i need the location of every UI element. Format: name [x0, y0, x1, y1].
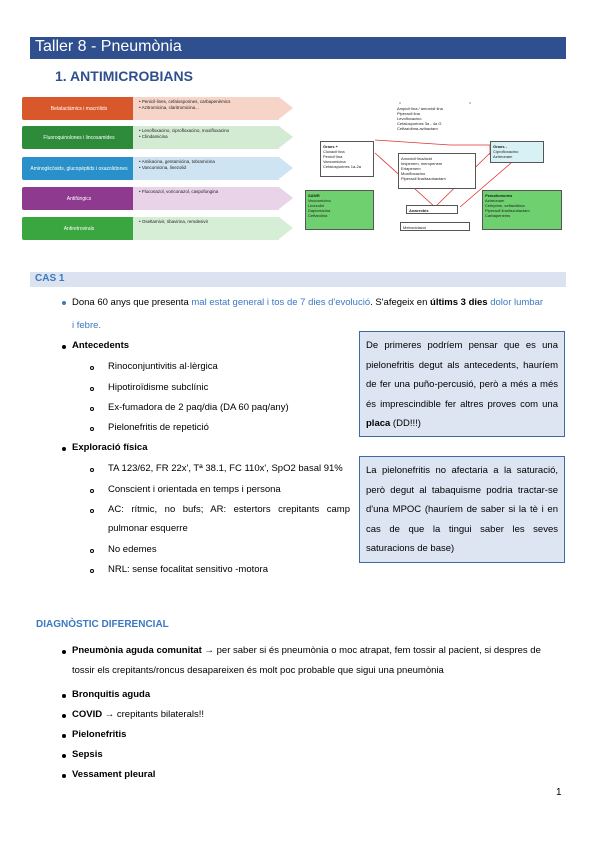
bullet-icon — [62, 694, 66, 698]
bullet-icon — [62, 734, 66, 738]
box-gram-negative: Grans - Ciprofloxacino Aztreonam — [490, 141, 544, 163]
page-title: Taller 8 - Pneumònia — [35, 38, 182, 55]
arrow-item: Amikacina, gentamicina, tobramicina — [141, 159, 215, 164]
list-item: Hipotiroïdisme subclínic — [108, 382, 209, 393]
bullet-icon — [90, 569, 94, 573]
section-title: 1. ANTIMICROBIANS — [55, 68, 193, 84]
box-broad-spectrum: Ampicil·lina / amoxicil·lina Piperacil·lina Levofloxacino Cefalosporines 3a - 4a G Ceftazidima-avibactam — [395, 104, 475, 140]
bullet-icon — [90, 387, 94, 391]
case-intro: Dona 60 anys que presenta mal estat general i tos de 7 dies d'evolució. S'afegeix en últims 3 dies dolor lumbar — [72, 297, 544, 308]
bullet-icon — [90, 549, 94, 553]
list-item-cont: pulmonar esquerre — [108, 523, 188, 534]
list-item: Bronquitis aguda — [72, 689, 151, 700]
list-item: TA 123/62, FR 22x', Tª 38.1, FC 110x', SpO2 basal 91% — [108, 463, 343, 474]
bullet-icon — [90, 407, 94, 411]
category-aminoglycosides: Aminoglicòsids, glucopèptids i oxazolidones — [22, 157, 136, 180]
page-number: 1 — [556, 787, 562, 798]
arrow-item: Azitromicina, claritromicina... — [141, 105, 199, 110]
list-item: AC: rítmic, no bufs; AR: estertors crepitants camp — [108, 504, 350, 515]
case-heading-bar — [30, 272, 566, 287]
arrow-item: Fluconazol, voriconazol, caspofungina — [141, 189, 219, 194]
box-gram-positive: Grans + Cloxacil·lina Penicil·lina Vancomicina Cefalosporines 1a-2a — [320, 141, 374, 177]
box-broad-combo: Amoxicil·lina/àcid Imipenem, meropenem Ertapenem Moxifloxacino Piperacil·lina/tazobactam — [398, 153, 476, 189]
bullet-icon — [62, 301, 66, 305]
exploration-label: Exploració física — [72, 442, 148, 453]
list-item: Ex-fumadora de 2 paq/dia (DA 60 paq/any) — [108, 402, 289, 413]
bullet-icon — [90, 489, 94, 493]
category-antifungals: Antifúngics — [22, 187, 136, 210]
category-antiretrovirals: Antiretrovirals — [22, 217, 136, 240]
section-heading: DIAGNÒSTIC DIFERENCIAL — [36, 619, 169, 630]
bullet-icon — [90, 427, 94, 431]
arrow-item: Clindamicina — [141, 134, 168, 139]
list-item: NRL: sense focalitat sensitivo -motora — [108, 564, 268, 575]
category-arrow: • Levofloxacino, ciprofloxacino, moxifloxacino • Clindamicina — [133, 126, 293, 149]
bullet-icon — [62, 714, 66, 718]
bullet-icon — [90, 366, 94, 370]
bullet-icon — [62, 345, 66, 349]
list-item: Pneumònia aguda comunitat → per saber si és pneumònia o moc atrapat, fem tossir al pacient, si despres de — [72, 645, 541, 656]
arrow-item: Vancomicina, linezolid — [141, 165, 187, 170]
box-samr: SAMR Vancomicina Linezolid Daptomicina Ceftarolina — [305, 190, 374, 230]
bullet-icon — [90, 468, 94, 472]
bullet-icon — [90, 509, 94, 513]
list-item: COVID → crepitants bilaterals!! — [72, 709, 204, 720]
category-arrow: • Amikacina, gentamicina, tobramicina • Vancomicina, linezolid — [133, 157, 293, 180]
box-metronidazole: Metronidazol — [400, 222, 470, 231]
title-bar — [30, 37, 566, 59]
list-item: Pielonefritis — [72, 729, 127, 740]
bullet-icon — [62, 650, 66, 654]
note-callout: De primeres podríem pensar que es una pielonefritis degut als antecedents, hauríem de fer una puño-percusió, però a més a més és imprescindible fer altres proves com una placa (DD!!!) — [359, 331, 565, 437]
case-heading: CAS 1 — [35, 273, 65, 284]
bullet-icon — [62, 447, 66, 451]
arrow-item: Oseltamivir, ribavirina, remdesivir — [141, 219, 209, 224]
list-item: Vessament pleural — [72, 769, 156, 780]
category-betalactams: Betalactàmics i macròlids — [22, 97, 136, 120]
case-intro-cont: i febre. — [72, 320, 102, 331]
list-item: No edemes — [108, 544, 157, 555]
box-pseudomonas: Pseudomones Aztreonam Cefepime, ceftazidima Piperacil·lina/tazobactam Carbapenems — [482, 190, 562, 230]
arrow-item: Levofloxacino, ciprofloxacino, moxifloxacino — [141, 128, 230, 133]
category-arrow: • Fluconazol, voriconazol, caspofungina — [133, 187, 293, 210]
antecedents-label: Antecedents — [72, 340, 130, 351]
list-item-cont: tossir els crepitants/roncus desapareixen és molt poc probable que sigui una pneumònia — [72, 665, 444, 676]
category-arrow: • Oseltamivir, ribavirina, remdesivir — [133, 217, 293, 240]
list-item: Sepsis — [72, 749, 103, 760]
list-item: Pielonefritis de repetició — [108, 422, 209, 433]
category-fluoroquinolones: Fluoroquinolones i lincosamides — [22, 126, 136, 149]
box-anaerobes: Anaerobis — [406, 205, 458, 214]
bullet-icon — [62, 774, 66, 778]
note-callout: La pielonefritis no afectaria a la saturació, però degut al tabaquisme podria tractar-se d'una MPOC (hauríem de saber si la tè i en cas de que la tingui saber les seves saturacions de base) — [359, 456, 565, 563]
list-item: Rinoconjuntivitis al·lèrgica — [108, 361, 218, 372]
bullet-icon — [62, 754, 66, 758]
list-item: Conscient i orientada en temps i persona — [108, 484, 281, 495]
category-arrow: • Penicil·lines, cefalosporines, carbapenèmics • Azitromicina, claritromicina... — [133, 97, 293, 120]
arrow-item: Penicil·lines, cefalosporines, carbapenèmics — [141, 99, 231, 104]
